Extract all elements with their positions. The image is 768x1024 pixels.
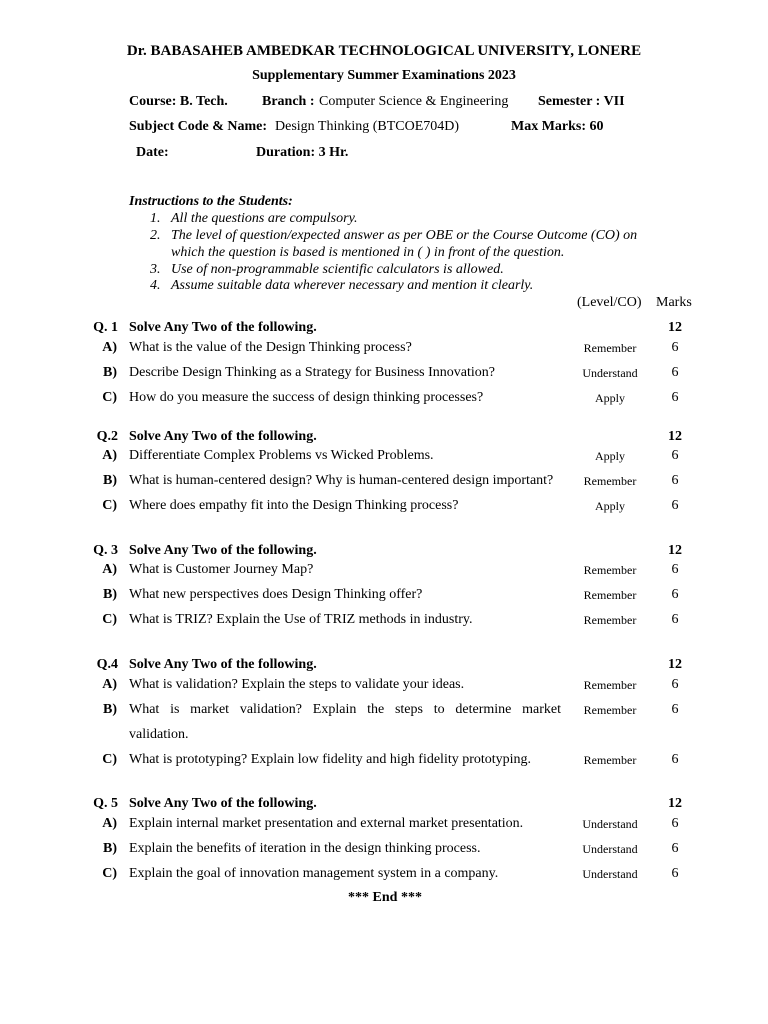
subquestion-text: What is the value of the Design Thinking process? (129, 340, 412, 355)
subject-value: Design Thinking (BTCOE704D) (275, 119, 460, 134)
instruction-item (150, 245, 564, 261)
subquestion-text: Differentiate Complex Problems vs Wicked Problems. (129, 448, 434, 463)
subquestion-text: Explain the benefits of iteration in the design thinking process. (129, 841, 481, 856)
subquestion-label: C) (102, 390, 117, 405)
subquestion-label: C) (102, 866, 117, 881)
subquestion-text: How do you measure the success of design thinking processes? (129, 390, 484, 405)
subquestion-marks: 6 (671, 702, 679, 717)
university-title: Dr. BABASAHEB AMBEDKAR TECHNOLOGICAL UNIVERSITY, LONERE (126, 43, 642, 59)
question-number: Q. 5 (93, 796, 118, 811)
level-badge: Remember (583, 613, 637, 627)
subquestion-text: What is Customer Journey Map? (129, 562, 314, 577)
question-total-marks: 12 (668, 796, 682, 811)
level-badge: Remember (583, 753, 637, 767)
subquestion-label: B) (103, 365, 117, 380)
instruction-item (150, 211, 358, 227)
subquestion-text: What is market validation? Explain the steps to determine market (129, 702, 561, 717)
subquestion-marks: 6 (671, 816, 679, 831)
branch-label: Branch : (262, 94, 315, 109)
question-title: Solve Any Two of the following. (129, 320, 317, 335)
subquestion-text: What is TRIZ? Explain the Use of TRIZ methods in industry. (129, 612, 473, 627)
subquestion-marks: 6 (671, 473, 679, 488)
subquestion-marks: 6 (671, 498, 679, 513)
subquestion-label: A) (102, 677, 117, 692)
subquestion-marks: 6 (671, 340, 679, 355)
subquestion-text: What new perspectives does Design Thinking offer? (129, 587, 423, 602)
question-title: Solve Any Two of the following. (129, 543, 317, 558)
subquestion-marks: 6 (671, 587, 679, 602)
question-total-marks: 12 (668, 543, 682, 558)
subquestion-text: Describe Design Thinking as a Strategy for Business Innovation? (129, 365, 496, 380)
subquestion-label: A) (102, 816, 117, 831)
subject-label: Subject Code & Name: (129, 119, 268, 134)
semester: Semester : VII (538, 94, 625, 109)
max-marks: Max Marks: 60 (511, 119, 604, 134)
subquestion-marks: 6 (671, 390, 679, 405)
subquestion-label: C) (102, 612, 117, 627)
subquestion-text: What is prototyping? Explain low fidelity and high fidelity prototyping. (129, 752, 532, 767)
subquestion-marks: 6 (671, 677, 679, 692)
level-badge: Understand (582, 817, 638, 831)
instruction-number: 1. (150, 211, 161, 226)
question-number: Q. 3 (93, 543, 118, 558)
question-total-marks: 12 (668, 429, 682, 444)
subquestion-label: B) (103, 841, 117, 856)
course-label: Course: B. Tech. (129, 94, 228, 109)
level-badge: Apply (595, 499, 625, 513)
instruction-item (150, 228, 637, 244)
level-badge: Remember (583, 678, 637, 692)
marks-column-header: Marks (656, 295, 692, 310)
subquestion-label: C) (102, 498, 117, 513)
subquestion-label: A) (102, 340, 117, 355)
level-badge: Apply (595, 391, 625, 405)
instruction-number: 3. (150, 262, 161, 277)
subquestion-label: B) (103, 473, 117, 488)
exam-title: Supplementary Summer Examinations 2023 (252, 68, 516, 83)
question-total-marks: 12 (668, 320, 682, 335)
branch-value: Computer Science & Engineering (319, 94, 509, 109)
question-total-marks: 12 (668, 657, 682, 672)
subquestion-marks: 6 (671, 866, 679, 881)
question-number: Q. 1 (93, 320, 118, 335)
subquestion-label: B) (103, 587, 117, 602)
level-badge: Remember (583, 474, 637, 488)
instruction-text: The level of question/expected answer as per OBE or the Course Outcome (CO) on (171, 228, 638, 243)
subquestion-label: B) (103, 702, 117, 717)
subquestion-label: C) (102, 752, 117, 767)
subquestion-text-continued: validation. (129, 727, 189, 742)
instruction-text: All the questions are compulsory. (171, 211, 358, 226)
level-badge: Apply (595, 449, 625, 463)
level-badge: Remember (583, 563, 637, 577)
subquestion-text: What is validation? Explain the steps to validate your ideas. (129, 677, 465, 692)
level-column-header: (Level/CO) (577, 295, 642, 310)
subquestion-marks: 6 (671, 365, 679, 380)
instruction-item (150, 278, 533, 294)
date-label: Date: (136, 145, 169, 160)
end-marker: *** End *** (348, 890, 422, 905)
question-title: Solve Any Two of the following. (129, 657, 317, 672)
level-badge: Remember (583, 588, 637, 602)
subquestion-text: Explain the goal of innovation management system in a company. (129, 866, 499, 881)
instruction-number: 2. (150, 228, 161, 243)
level-badge: Remember (583, 703, 637, 717)
level-badge: Remember (583, 341, 637, 355)
instruction-text: Use of non-programmable scientific calculators is allowed. (171, 262, 504, 277)
question-title: Solve Any Two of the following. (129, 429, 317, 444)
subquestion-label: A) (102, 448, 117, 463)
question-number: Q.4 (96, 657, 118, 672)
instruction-number: 4. (150, 278, 161, 293)
instruction-text: Assume suitable data wherever necessary and mention it clearly. (171, 278, 534, 293)
level-badge: Understand (582, 842, 638, 856)
subquestion-text: What is human-centered design? Why is human-centered design important? (129, 473, 554, 488)
subquestion-text: Explain internal market presentation and external market presentation. (129, 816, 524, 831)
subquestion-marks: 6 (671, 841, 679, 856)
level-badge: Understand (582, 867, 638, 881)
instruction-item (150, 262, 504, 278)
question-title: Solve Any Two of the following. (129, 796, 317, 811)
level-badge: Understand (582, 366, 638, 380)
subquestion-marks: 6 (671, 562, 679, 577)
question-number: Q.2 (96, 429, 118, 444)
instructions-title: Instructions to the Students: (129, 194, 293, 209)
subquestion-marks: 6 (671, 612, 679, 627)
instruction-text: which the question is based is mentioned in ( ) in front of the question. (171, 245, 565, 260)
duration: Duration: 3 Hr. (256, 145, 349, 160)
subquestion-label: A) (102, 562, 117, 577)
subquestion-marks: 6 (671, 752, 679, 767)
subquestion-marks: 6 (671, 448, 679, 463)
subquestion-text: Where does empathy fit into the Design Thinking process? (129, 498, 459, 513)
